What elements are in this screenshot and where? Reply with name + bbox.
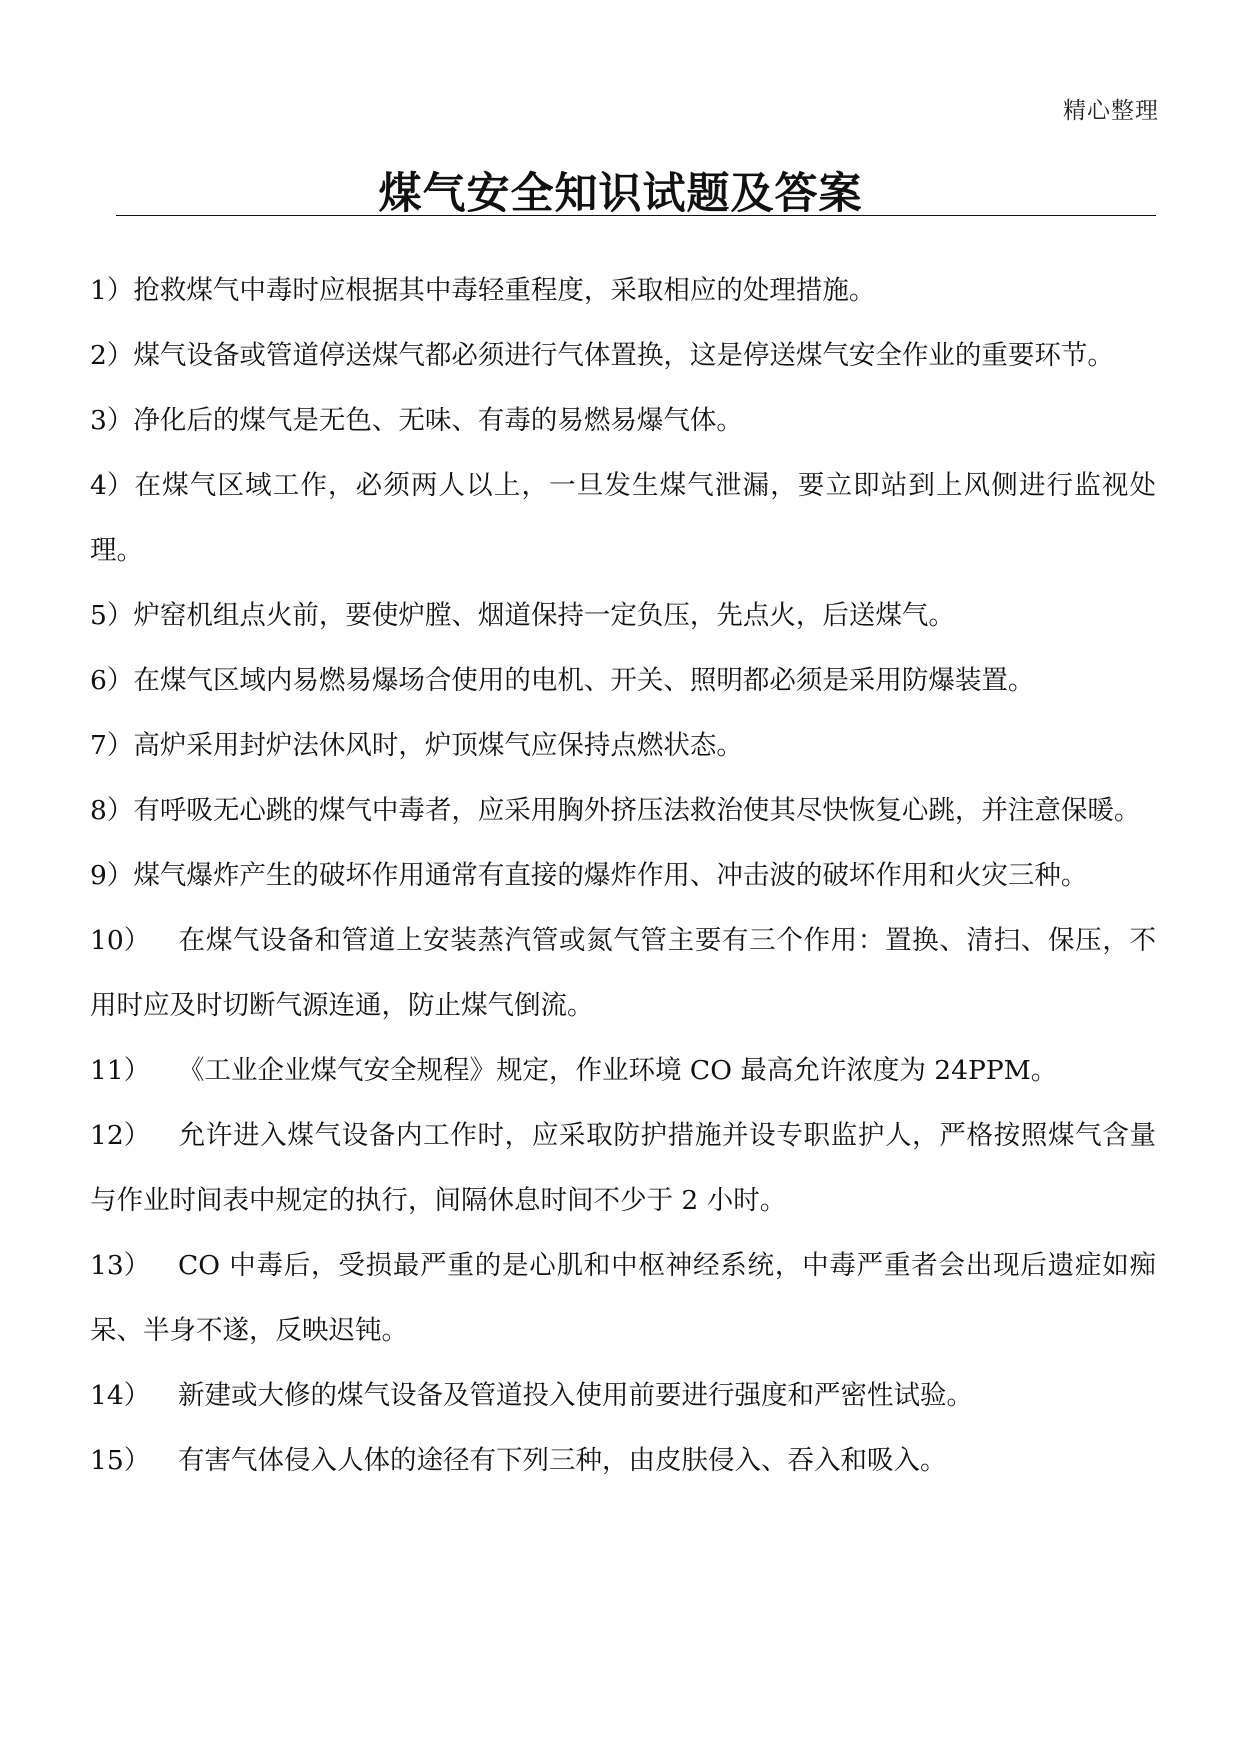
item-text: 允许进入煤气设备内工作时，应采取防护措施并设专职监护人，严格按照煤气含量与作业时间表中规定的执行，间隔休息时间不少于 2 小时。 (90, 1120, 1156, 1216)
item-number: 13） (90, 1250, 151, 1281)
item-number: 5） (90, 600, 134, 631)
item-number: 12） (90, 1120, 151, 1151)
list-item (90, 453, 1156, 583)
item-text: 有害气体侵入人体的途径有下列三种，由皮肤侵入、吞入和吸入。 (178, 1445, 947, 1476)
list-item (90, 648, 1156, 713)
item-number: 1） (90, 275, 134, 306)
item-number: 6） (90, 665, 134, 696)
header-note: 精心整理 (1063, 98, 1159, 124)
item-text: 煤气设备或管道停送煤气都必须进行气体置换，这是停送煤气安全作业的重要环节。 (133, 340, 1114, 371)
list-item (90, 1233, 1156, 1363)
list-item (90, 1103, 1156, 1233)
item-text: 有呼吸无心跳的煤气中毒者，应采用胸外挤压法救治使其尽快恢复心跳，并注意保暖。 (133, 795, 1141, 826)
list-item (90, 843, 1156, 908)
item-text: 新建或大修的煤气设备及管道投入使用前要进行强度和严密性试验。 (178, 1380, 973, 1411)
item-number: 4） (90, 470, 134, 501)
item-number: 8） (90, 795, 134, 826)
list-item (90, 1363, 1156, 1428)
list-item (90, 1038, 1156, 1103)
item-text: 高炉采用封炉法休风时，炉顶煤气应保持点燃状态。 (133, 730, 743, 761)
item-text: 净化后的煤气是无色、无味、有毒的易燃易爆气体。 (133, 405, 743, 436)
item-text: 煤气爆炸产生的破坏作用通常有直接的爆炸作用、冲击波的破坏作用和火灾三种。 (133, 860, 1088, 891)
list-item (90, 323, 1156, 388)
item-number: 2） (90, 340, 134, 371)
item-number: 15） (90, 1445, 151, 1476)
item-number: 3） (90, 405, 134, 436)
item-number: 11） (90, 1055, 151, 1086)
list-item (90, 778, 1156, 843)
list-item (90, 388, 1156, 453)
item-number: 9） (90, 860, 134, 891)
title-underline (116, 215, 1156, 216)
item-text: CO 中毒后，受损最严重的是心肌和中枢神经系统，中毒严重者会出现后遗症如痴呆、半身不遂，反映迟钝。 (90, 1250, 1156, 1346)
item-number: 14） (90, 1380, 151, 1411)
list-item (90, 583, 1156, 648)
item-text: 抢救煤气中毒时应根据其中毒轻重程度，采取相应的处理措施。 (133, 275, 876, 306)
list-item (90, 713, 1156, 778)
page-title: 煤气安全知识试题及答案 (378, 169, 863, 219)
item-number: 10） (90, 925, 151, 956)
list-item (90, 1428, 1156, 1493)
item-text: 在煤气区域内易燃易爆场合使用的电机、开关、照明都必须是采用防爆装置。 (133, 665, 1035, 696)
item-number: 7） (90, 730, 134, 761)
item-text: 在煤气设备和管道上安装蒸汽管或氮气管主要有三个作用：置换、清扫、保压，不用时应及时切断气源连通，防止煤气倒流。 (90, 925, 1156, 1021)
question-list (90, 258, 1156, 1493)
item-text: 在煤气区域工作，必须两人以上，一旦发生煤气泄漏，要立即站到上风侧进行监视处理。 (90, 470, 1156, 566)
item-text: 炉窑机组点火前，要使炉膛、烟道保持一定负压，先点火，后送煤气。 (133, 600, 955, 631)
list-item (90, 258, 1156, 323)
item-text: 《工业企业煤气安全规程》规定，作业环境 CO 最高允许浓度为 24PPM。 (178, 1055, 1058, 1086)
list-item (90, 908, 1156, 1038)
